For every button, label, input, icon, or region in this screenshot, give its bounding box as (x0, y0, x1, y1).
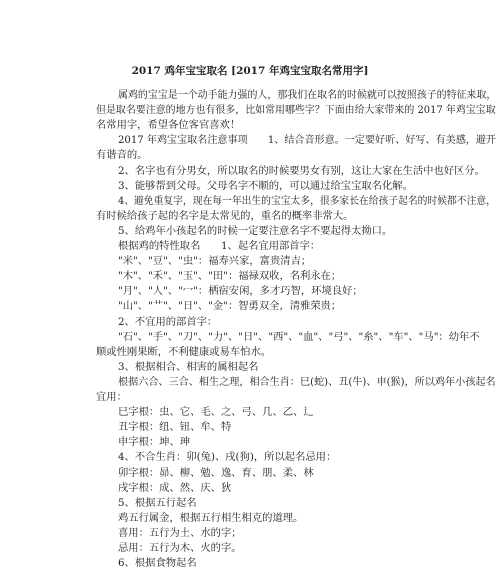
section-heading: 4、不合生肖：卯(兔)、戌(狗)，所以起名忌用： (118, 451, 337, 464)
element-line: 喜用：五行为土、水的字； (118, 526, 242, 539)
zodiac-line: 戌字根：成、然、庆、狄 (118, 481, 232, 494)
notes-line: 4、避免重复字，现在每一年出生的宝宝太多，很多家长在给孩子起名的时候都不注意， (118, 194, 496, 207)
radical-line: "山"、"艹"、"日"、"金"：智勇双全，清雅荣贵； (118, 300, 342, 313)
page-title: 2017 鸡年宝宝取名 [2017 年鸡宝宝取名常用字] (131, 65, 369, 77)
zodiac-line: 申字根：坤、珅 (118, 436, 191, 449)
radical-line: "月"、"人"、"冖"：栖宿安闲，多才巧智，环境良好； (118, 285, 363, 298)
zodiac-line: 卯字根：昴、柳、勉、逸、育、朋、柔、林 (118, 466, 314, 479)
zodiac-line: 丑字根：纽、钮、牟、特 (118, 421, 232, 434)
notes-line: 有谐音的。 (96, 149, 148, 162)
notes-line: 5、给鸡年小孩起名的时候一定要注意名字不要起得太拗口。 (118, 224, 393, 237)
section-heading: 2、不宜用的部首字： (118, 315, 218, 328)
intro-line-1: 属鸡的宝宝是一个动手能力强的人，那我们在取名的时候就可以按照孩子的特征来取， (118, 89, 497, 101)
radical-line: "石"、"手"、"刀"、"力"、"日"、"西"、"血"、"弓"、"糸"、"车"、"马"：幼年不 (118, 330, 480, 343)
radical-line: "木"、"禾"、"玉"、"田"：福禄双收，名利永在； (118, 270, 342, 283)
zodiac-line: 巳字根：虫、它、毛、之、弓、几、乙、辶 (118, 406, 314, 419)
notes-line: 3、能够帮到父母。父母名字不顺的，可以通过给宝宝取名化解。 (118, 179, 413, 192)
intro-line-3: 名常用字，希望各位客官喜欢！ (96, 119, 241, 132)
radical-line: 顺或性刚果断，不利健康或易车怕水。 (96, 345, 272, 358)
notes-line: 有时候给孩子起的名字是太常见的，重名的概率非常大。 (96, 209, 354, 222)
notes-heading-line: 2017 年鸡宝宝取名注意事项 1、结合音形意。一定要好听、好写、有美感，避开 (118, 134, 497, 147)
section-heading: 6、根据食物起名 (118, 557, 197, 570)
zodiac-line: 宜用： (96, 391, 127, 403)
element-line: 鸡五行属金，根据五行相生相克的道理。 (118, 511, 304, 524)
traits-heading-line: 根据鸡的特性取名 1、起名宜用部首字： (118, 240, 321, 252)
notes-line: 2、名字也有分男女，所以取名的时候要男女有别，这让大家在生活中也好区分。 (118, 164, 485, 177)
zodiac-line: 根据六合、三合、相生之理，相合生肖：巳(蛇)、丑(牛)、申(猴)，所以鸡年小孩起名 (118, 375, 496, 388)
intro-line-2: 但是取名要注意的地方也有很多，比如常用哪些字？下面由给大家带来的 2017 年鸡宝宝取 (96, 104, 496, 117)
radical-line: "米"、"豆"、"虫"：福寿兴家，富贵清吉； (118, 255, 312, 268)
element-line: 忌用：五行为木、火的字。 (118, 542, 242, 554)
section-heading: 3、根据相合、相害的属相起名 (118, 360, 259, 373)
section-heading: 5、根据五行起名 (118, 496, 197, 509)
